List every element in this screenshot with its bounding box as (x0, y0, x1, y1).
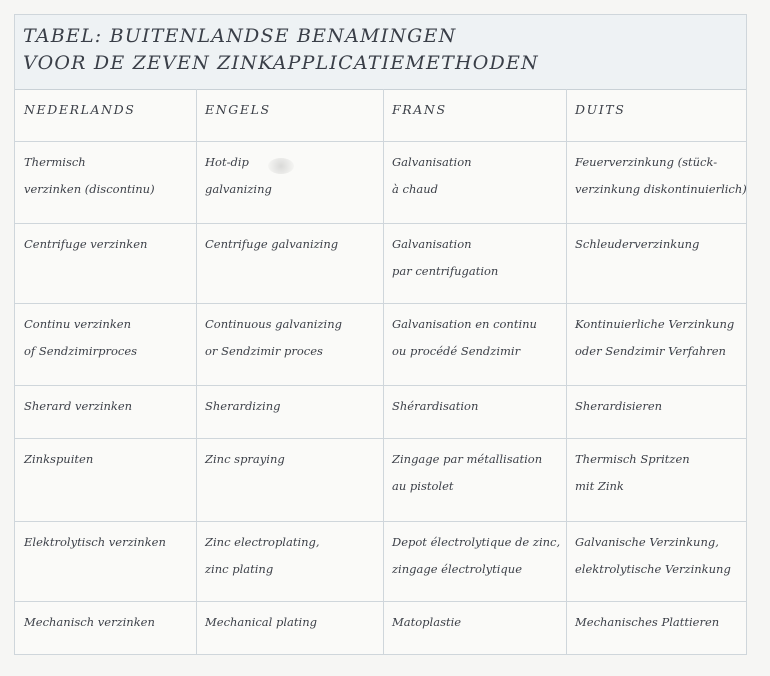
cell-text-line: Continu verzinken (24, 317, 132, 331)
cell-text-line: Feuerverzinkung (stück- (575, 155, 718, 169)
cell-text-line: Galvanisation en continu (392, 317, 537, 331)
cell-text-line: Galvanisation (392, 155, 472, 169)
row-divider (15, 521, 746, 522)
cell-text-line: Galvanisation (392, 237, 472, 251)
table-cell (24, 393, 132, 420)
cell-text-line: Zinkspuiten (24, 452, 94, 466)
row-divider (15, 438, 746, 439)
table-cell (24, 149, 155, 203)
column-header: NEDERLANDS (24, 102, 136, 117)
naming-table (14, 14, 747, 655)
table-cell (575, 393, 662, 420)
table-cell (575, 446, 690, 500)
cell-text-line: Shérardisation (392, 399, 479, 413)
table-cell (24, 446, 93, 473)
table-cell (205, 446, 285, 473)
column-divider (566, 89, 567, 654)
row-divider (15, 303, 746, 304)
cell-text-line: Matoplastie (392, 615, 462, 629)
table-cell (24, 231, 147, 258)
table-cell (392, 529, 560, 583)
cell-text-line: elektrolytische Verzinkung (575, 562, 731, 576)
cell-text-line: ou procédé Sendzimir (392, 344, 521, 358)
cell-text-line: Centrifuge galvanizing (205, 237, 339, 251)
cell-text-line: Centrifuge verzinken (24, 237, 148, 251)
table-cell (205, 529, 320, 583)
cell-text-line: or Sendzimir proces (205, 344, 323, 358)
cell-text-line: verzinken (discontinu) (24, 182, 155, 196)
cell-text-line: Thermisch (24, 155, 86, 169)
cell-text-line: galvanizing (205, 182, 272, 196)
table-cell (24, 609, 155, 636)
cell-text-line: Mechanical plating (205, 615, 317, 629)
table-cell (392, 149, 472, 203)
cell-text-line: par centrifugation (392, 264, 499, 278)
row-divider (15, 601, 746, 602)
table-cell (24, 311, 137, 365)
cell-text-line: Kontinuierliche Verzinkung (575, 317, 735, 331)
cell-text-line: Depot électrolytique de zinc, (392, 535, 561, 549)
table-cell (392, 446, 542, 500)
table-title-line-2: VOOR DE ZEVEN ZINKAPPLICATIEMETHODEN (23, 52, 539, 74)
table-cell (205, 311, 342, 365)
column-divider (196, 89, 197, 654)
cell-text-line: Sherardizing (205, 399, 281, 413)
cell-text-line: Hot-dip (205, 155, 249, 169)
cell-text-line: of Sendzimirproces (24, 344, 138, 358)
cell-text-line: mit Zink (575, 479, 624, 493)
table-title-block (15, 15, 746, 90)
row-divider (15, 385, 746, 386)
column-header: ENGELS (205, 102, 271, 117)
table-cell (205, 609, 317, 636)
cell-text-line: Zingage par métallisation (392, 452, 543, 466)
table-cell (205, 231, 338, 258)
table-cell (575, 231, 699, 258)
table-cell (575, 609, 719, 636)
row-divider (15, 223, 746, 224)
cell-text-line: Continuous galvanizing (205, 317, 342, 331)
cell-text-line: Thermisch Spritzen (575, 452, 690, 466)
cell-text-line: Zinc electroplating, (205, 535, 320, 549)
table-cell (575, 529, 731, 583)
cell-text-line: zingage électrolytique (392, 562, 523, 576)
table-grid (15, 89, 746, 654)
table-cell (575, 149, 747, 203)
table-cell (392, 609, 461, 636)
table-cell (205, 393, 281, 420)
cell-text-line: Mechanisch verzinken (24, 615, 155, 629)
table-cell (205, 149, 272, 203)
column-divider (383, 89, 384, 654)
cell-text-line: Mechanisches Plattieren (575, 615, 720, 629)
column-header: DUITS (575, 102, 626, 117)
row-divider (15, 141, 746, 142)
cell-text-line: au pistolet (392, 479, 454, 493)
cell-text-line: Sherardisieren (575, 399, 663, 413)
cell-text-line: oder Sendzimir Verfahren (575, 344, 726, 358)
table-cell (392, 231, 498, 285)
cell-text-line: Sherard verzinken (24, 399, 133, 413)
cell-text-line: Elektrolytisch verzinken (24, 535, 166, 549)
table-cell (392, 393, 478, 420)
column-header: FRANS (392, 102, 447, 117)
cell-text-line: verzinkung diskontinuierlich) (575, 182, 747, 196)
cell-text-line: à chaud (392, 182, 438, 196)
table-cell (575, 311, 734, 365)
print-smudge (268, 158, 294, 174)
cell-text-line: Galvanische Verzinkung, (575, 535, 719, 549)
table-cell (392, 311, 537, 365)
cell-text-line: Zinc spraying (205, 452, 285, 466)
table-cell (24, 529, 166, 556)
table-title-line-1: TABEL: BUITENLANDSE BENAMINGEN (23, 25, 457, 47)
cell-text-line: zinc plating (205, 562, 274, 576)
cell-text-line: Schleuderverzinkung (575, 237, 700, 251)
